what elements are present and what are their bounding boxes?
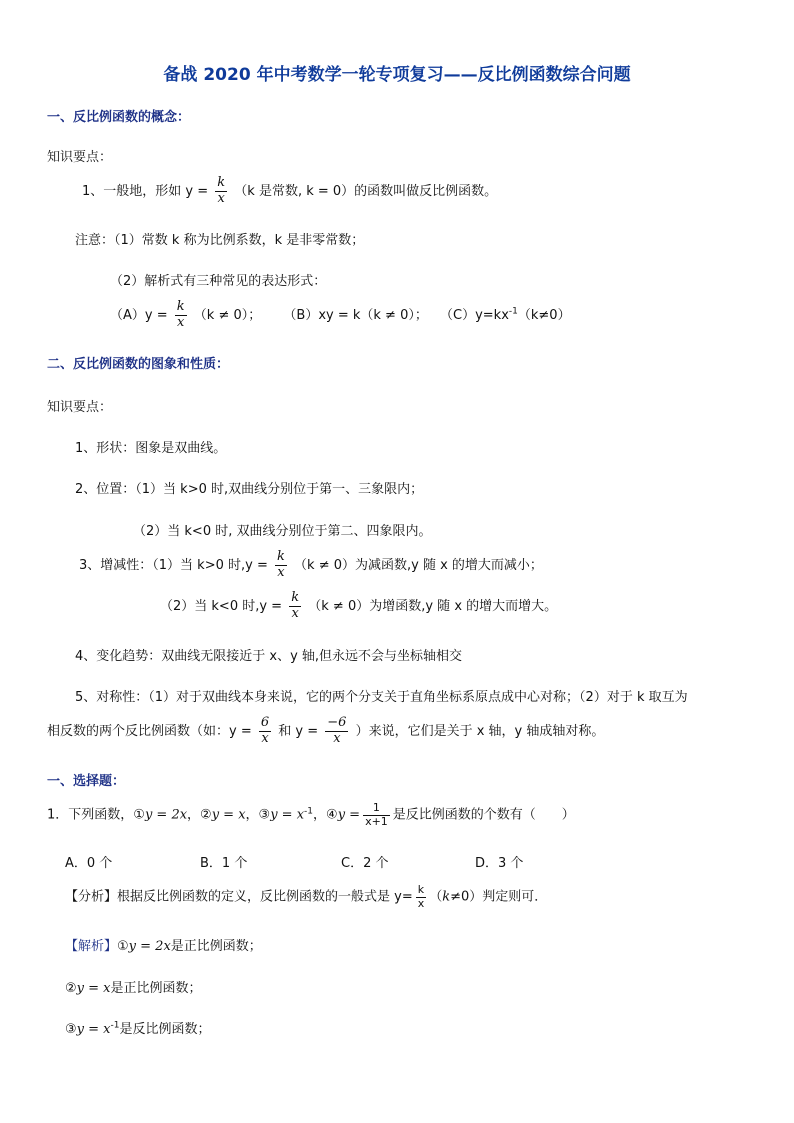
q1-text-d: ，④ xyxy=(313,807,338,823)
q1-text-c: ，③ xyxy=(245,807,271,823)
solution-2-expr: y = x xyxy=(76,981,111,996)
section-heading-graph: 二、反比例函数的图象和性质： xyxy=(47,357,230,372)
fraction-k-over-x: $\frac{k}{x}$ xyxy=(176,299,185,330)
page-title: 备战 2020 年中考数学一轮专项复习——反比例函数综合问题 xyxy=(163,65,631,85)
analysis-text-c: ≠0）判定则可． xyxy=(450,889,548,905)
knowledge-points-label: 知识要点： xyxy=(47,150,113,165)
solution-2-marker: ② xyxy=(65,981,77,996)
q1-expr-1: y = 2x xyxy=(144,807,188,823)
section-heading-choice: 一、选择题： xyxy=(47,774,126,789)
q1-text-a: 1．下列函数，① xyxy=(47,807,145,823)
form-a-text: （A）y = xyxy=(110,307,168,323)
fraction-6-over-x: $\frac{6}{x}$ xyxy=(260,715,270,746)
section-heading-concept: 一、反比例函数的概念： xyxy=(47,110,191,125)
solution-3-exponent: -1 xyxy=(110,1020,120,1031)
q1-exponent: -1 xyxy=(304,806,314,817)
q1-expr-3: y = x xyxy=(270,807,305,823)
option-d: D．3 个 xyxy=(475,856,524,871)
q1-text-f: 是反比例函数的个数有（ ） xyxy=(392,807,575,823)
solution-3-marker: ③ xyxy=(65,1022,77,1037)
definition-text-b: （k 是常数, k = 0）的函数叫做反比例函数。 xyxy=(234,183,498,199)
fraction-k-over-x-analysis: $\frac{k}{x}$ xyxy=(417,883,425,910)
monotonic-2-text-a: （2）当 k<0 时,y = xyxy=(160,598,283,614)
question-1 xyxy=(47,802,575,828)
solution-line-3 xyxy=(65,1018,211,1037)
property-monotonic-2 xyxy=(160,591,557,622)
q1-expr-4: y = xyxy=(337,807,361,823)
property-symmetry-cont xyxy=(47,716,604,747)
solution-line-2 xyxy=(65,977,202,996)
solution-3-expr: y = x xyxy=(76,1022,111,1037)
monotonic-1-text-a: 3、增减性：（1）当 k>0 时,y = xyxy=(79,557,268,573)
form-c-text: （C）y=kx xyxy=(440,307,509,323)
property-monotonic-1 xyxy=(79,550,543,581)
solution-1-marker: ① xyxy=(117,939,129,954)
knowledge-points-label-2: 知识要点： xyxy=(47,400,113,415)
fraction-k-over-x: $\frac{k}{x}$ xyxy=(277,549,285,580)
q1-text-b: ，② xyxy=(187,807,212,823)
property-position-2: （2）当 k<0 时, 双曲线分别位于第二、四象限内。 xyxy=(133,524,432,539)
analysis-text-b: （ xyxy=(429,889,443,905)
form-c-exponent: -1 xyxy=(508,306,518,317)
analysis-text-a: 【分析】根据反比例函数的定义，反比例函数的一般式是 y= xyxy=(65,889,413,905)
symmetry-text-mid: 和 y = xyxy=(278,723,319,739)
fraction-k-over-x: $\frac{k}{x}$ xyxy=(217,175,226,206)
fraction-1-over-x-plus-1: $\frac{1}{x+1}$ xyxy=(365,801,388,828)
property-shape: 1、形状：图象是双曲线。 xyxy=(75,441,227,456)
symmetry-text-b: ）来说，它们是关于 x 轴，y 轴成轴对称。 xyxy=(355,723,605,739)
solution-2-text: 是正比例函数； xyxy=(110,981,202,996)
symmetry-text-a: 相反数的两个反比例函数（如：y = xyxy=(47,723,252,739)
solution-1-expr: y = 2x xyxy=(128,939,171,954)
q1-expr-2: y = x xyxy=(211,807,246,823)
monotonic-2-text-b: （k ≠ 0）为增函数,y 随 x 的增大而增大。 xyxy=(308,598,558,614)
fraction-k-over-x: $\frac{k}{x}$ xyxy=(291,590,300,621)
monotonic-1-text-b: （k ≠ 0）为减函数,y 随 x 的增大而减小； xyxy=(294,557,543,573)
forms-expressions xyxy=(110,300,571,331)
solution-1-text: 是正比例函数； xyxy=(170,939,262,954)
analysis-line xyxy=(65,884,547,910)
option-b: B．1 个 xyxy=(200,856,248,871)
form-b-text: （B）xy = k（k ≠ 0）； xyxy=(283,307,428,323)
solution-line-1 xyxy=(65,935,262,954)
definition-text-a: 1、一般地，形如 y = xyxy=(82,183,209,199)
forms-line: （2）解析式有三种常见的表达形式： xyxy=(110,274,327,289)
definition-line xyxy=(82,176,497,207)
property-symmetry: 5、对称性：（1）对于双曲线本身来说，它的两个分支关于直角坐标系原点成中心对称；（2）对于 k 取互为 xyxy=(75,690,688,705)
note-line: 注意：（1）常数 k 称为比例系数，k 是非零常数； xyxy=(75,233,365,248)
fraction-neg6-over-x: $\frac{-6}{x}$ xyxy=(327,715,347,746)
property-trend: 4、变化趋势：双曲线无限接近于 x、y 轴,但永远不会与坐标轴相交 xyxy=(75,649,463,664)
analysis-k: k xyxy=(442,889,451,905)
solution-3-text: 是反比例函数； xyxy=(119,1022,211,1037)
option-c: C．2 个 xyxy=(341,856,389,871)
option-a: A．0 个 xyxy=(65,856,113,871)
form-a-condition: （k ≠ 0）； xyxy=(193,307,262,323)
property-position: 2、位置：（1）当 k>0 时,双曲线分别位于第一、三象限内； xyxy=(75,482,424,497)
solution-label: 【解析】 xyxy=(65,939,118,954)
form-c-condition: （k≠0） xyxy=(517,307,571,323)
